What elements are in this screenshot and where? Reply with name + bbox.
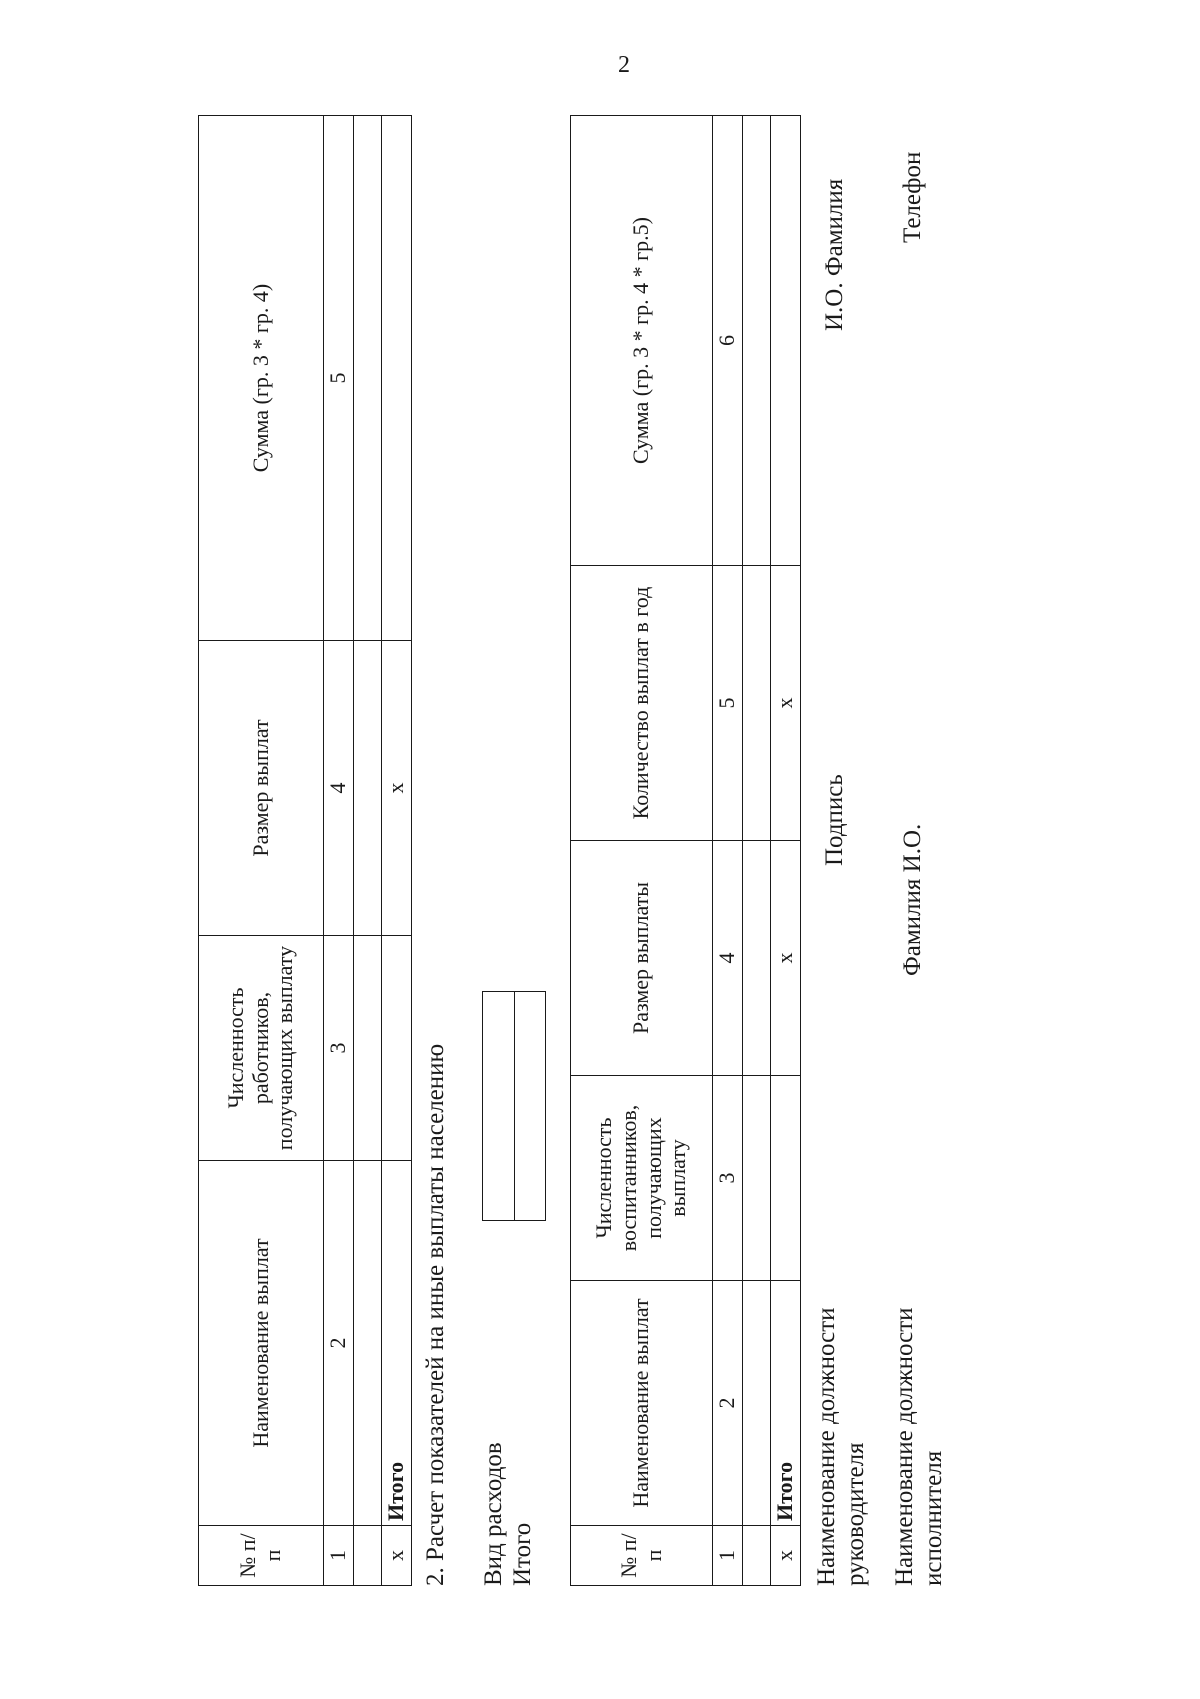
- column-number-row: [713, 116, 743, 1586]
- phone-label: Телефон: [899, 151, 926, 243]
- column-number: 3: [324, 936, 354, 1161]
- header-sum: Сумма (гр. 3 * гр. 4): [199, 116, 324, 641]
- header-payment-name: Наименование выплат: [199, 1161, 324, 1526]
- total-cell: х: [771, 566, 801, 841]
- header-employee-count: Численность работников, получающих выплату: [199, 936, 324, 1161]
- table-cell[interactable]: [743, 1526, 771, 1586]
- signature-label: Подпись: [821, 774, 848, 866]
- box-divider: [514, 992, 515, 1220]
- total-cell: х: [771, 1526, 801, 1586]
- total-row: [382, 116, 412, 1586]
- table-cell[interactable]: [354, 1526, 382, 1586]
- total-cell: х: [771, 841, 801, 1076]
- table-cell[interactable]: [354, 641, 382, 936]
- total-cell: х: [382, 641, 412, 936]
- total-cell[interactable]: [382, 116, 412, 641]
- column-number: 1: [324, 1526, 354, 1586]
- expense-type-box[interactable]: [482, 991, 546, 1221]
- payments-table-pupils: [570, 115, 801, 1586]
- column-number: 4: [713, 841, 743, 1076]
- table-cell[interactable]: [354, 1161, 382, 1526]
- head-position-text: Наименование должности руководителя: [813, 1307, 869, 1586]
- vid-label: Вид расходов: [480, 1442, 507, 1586]
- total-cell[interactable]: [771, 116, 801, 566]
- total-cell: х: [382, 1526, 412, 1586]
- header-sum: Сумма (гр. 3 * гр. 4 * гр.5): [571, 116, 713, 566]
- table-cell[interactable]: [743, 841, 771, 1076]
- table-cell[interactable]: [743, 116, 771, 566]
- table-row: [354, 116, 382, 1586]
- executor-position-label: [891, 1286, 949, 1586]
- column-number: 6: [713, 116, 743, 566]
- table-cell[interactable]: [354, 936, 382, 1161]
- header-payments-per-year: Количество выплат в год: [571, 566, 713, 841]
- itogo-label: Итого: [508, 1522, 536, 1586]
- column-number: 5: [324, 116, 354, 641]
- table-cell[interactable]: [743, 1076, 771, 1281]
- executor-position-text: Наименование должности исполнителя: [891, 1307, 947, 1586]
- column-number: 3: [713, 1076, 743, 1281]
- header-payment-name: Наименование выплат: [571, 1281, 713, 1526]
- column-number: 1: [713, 1526, 743, 1586]
- column-number-row: [324, 116, 354, 1586]
- column-number: 4: [324, 641, 354, 936]
- landscape-content: [198, 106, 958, 1586]
- total-row: [771, 116, 801, 1586]
- header-payment-size: Размер выплат: [199, 641, 324, 936]
- table-row: [743, 116, 771, 1586]
- header-number: № п/п: [571, 1526, 713, 1586]
- head-position-label: [813, 1286, 871, 1586]
- page-number: 2: [618, 52, 630, 78]
- total-label: Итого: [771, 1281, 801, 1526]
- expense-type-label: [480, 1442, 538, 1586]
- column-number: 2: [324, 1161, 354, 1526]
- column-number: 5: [713, 566, 743, 841]
- total-label: Итого: [382, 1161, 412, 1526]
- section-title: 2. Расчет показателей на иные выплаты населению: [422, 1043, 449, 1586]
- table-cell[interactable]: [743, 1281, 771, 1526]
- header-payment-size: Размер выплаты: [571, 841, 713, 1076]
- table-cell[interactable]: [354, 116, 382, 641]
- payments-table-employees: [198, 115, 412, 1586]
- header-pupil-count: Численность воспитанников, получающих выплату: [571, 1076, 713, 1281]
- table-header-row: [571, 116, 713, 1586]
- column-number: 2: [713, 1281, 743, 1526]
- head-name: И.О. Фамилия: [821, 178, 848, 331]
- executor-name: Фамилия И.О.: [899, 823, 926, 976]
- total-cell[interactable]: [382, 936, 412, 1161]
- header-number: № п/п: [199, 1526, 324, 1586]
- table-header-row: [199, 116, 324, 1586]
- table-cell[interactable]: [743, 566, 771, 841]
- total-cell[interactable]: [771, 1076, 801, 1281]
